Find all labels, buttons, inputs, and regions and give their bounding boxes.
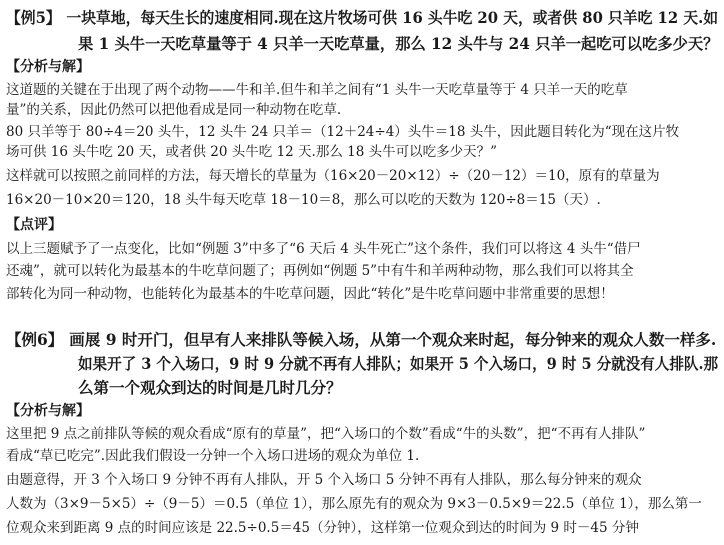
example5-comment-header: 【点评】 bbox=[6, 217, 62, 233]
example6-problem-line-3: 么第一个观众到达的时间是几时几分？ bbox=[78, 378, 342, 397]
example6-label: 【例6】 bbox=[6, 330, 64, 349]
example5-analysis-line-1: 这道题的关键在于出现了两个动物——牛和羊.但牛和羊之间有“1 头牛一天吃草量等于 4 只羊一天的吃草 bbox=[6, 82, 628, 98]
example6-analysis-line-2: 看成“草已吃完”.因此我们假设一分钟一个入场口进场的观众为单位 1. bbox=[6, 448, 420, 464]
example5-comment-line-2: 还魂”，就可以转化为最基本的牛吃草问题了；再例如“例题 5”中有牛和羊两种动物，那么我们可以将其全 bbox=[6, 263, 634, 279]
example6-analysis-line-4: 人数为（3×9－5×5）÷（9－5）＝0.5（单位 1），那么原先有的观众为 9×3－0.5×9＝22.5（单位 1），那么第一 bbox=[6, 496, 702, 512]
example5-problem-line-2: 果 1 头牛一天吃草量等于 4 只羊一天吃草量，那么 12 头牛与 24 只羊一起吃可以吃多少天？ bbox=[78, 34, 719, 53]
example5-problem-text-1: 一块草地，每天生长的速度相同.现在这片牧场可供 16 头牛吃 20 天，或者供 80 只羊吃 12 天.如 bbox=[66, 8, 719, 27]
example5-analysis-line-3: 80 只羊等于 80÷4＝20 头牛，12 头牛 24 只羊＝（12＋24÷4）头牛＝18 头牛，因此题目转化为“现在这片牧 bbox=[6, 124, 680, 140]
example6-analysis-header: 【分析与解】 bbox=[6, 403, 90, 419]
example5-comment-line-3: 部转化为同一种动物，也能转化为最基本的牛吃草问题，因此“转化”是牛吃草问题中非常重要的思想！ bbox=[6, 286, 614, 302]
example5-analysis-line-4: 场可供 16 头牛吃 20 天，或者供 20 头牛吃 12 天.那么 18 头牛可以吃多少天？” bbox=[6, 144, 497, 160]
example5-comment-line-1: 以上三题赋予了一点变化，比如“例题 3”中多了“6 天后 4 头牛死亡”这个条件，我们可以将这 4 头牛“借尸 bbox=[6, 241, 641, 257]
example5-analysis-line-6: 16×20－10×20＝120，18 头牛每天吃草 18－10＝8，那么可以吃的天数为 120÷8＝15（天）. bbox=[6, 192, 601, 208]
example6-problem-line-1 bbox=[6, 332, 716, 348]
example5-problem-line-1 bbox=[6, 10, 718, 26]
example5-label: 【例5】 bbox=[6, 8, 61, 27]
example6-problem-text-1: 画展 9 时开门，但早有人来排队等候入场，从第一个观众来时起，每分钟来的观众人数一样多. bbox=[69, 330, 717, 349]
example6-analysis-line-1: 这里把 9 点之前排队等候的观众看成“原有的草量”，把“入场口的个数”看成“牛的头数”，把“不再有人排队” bbox=[6, 426, 646, 442]
example5-analysis-line-2: 量”的关系，因此仍然可以把他看成是同一种动物在吃草. bbox=[6, 102, 342, 118]
example5-analysis-header: 【分析与解】 bbox=[6, 59, 90, 75]
example5-analysis-line-5: 这样就可以按照之前同样的方法，每天增长的草量为（16×20－20×12）÷（20－12）＝10，原有的草量为 bbox=[6, 168, 660, 184]
example6-analysis-line-5: 位观众来到距离 9 点的时间应该是 22.5÷0.5＝45（分钟），这样第一位观众到达的时间为 9 时－45 分钟 bbox=[6, 520, 639, 536]
example6-problem-line-2: 如果开了 3 个入场口，9 时 9 分就不再有人排队；如果开 5 个入场口，9 时 5 分就没有人排队.那 bbox=[78, 354, 719, 373]
example6-analysis-line-3: 由题意得，开 3 个入场口 9 分钟不再有人排队，开 5 个入场口 5 分钟不再有人排队，那么每分钟来的观众 bbox=[6, 472, 642, 488]
